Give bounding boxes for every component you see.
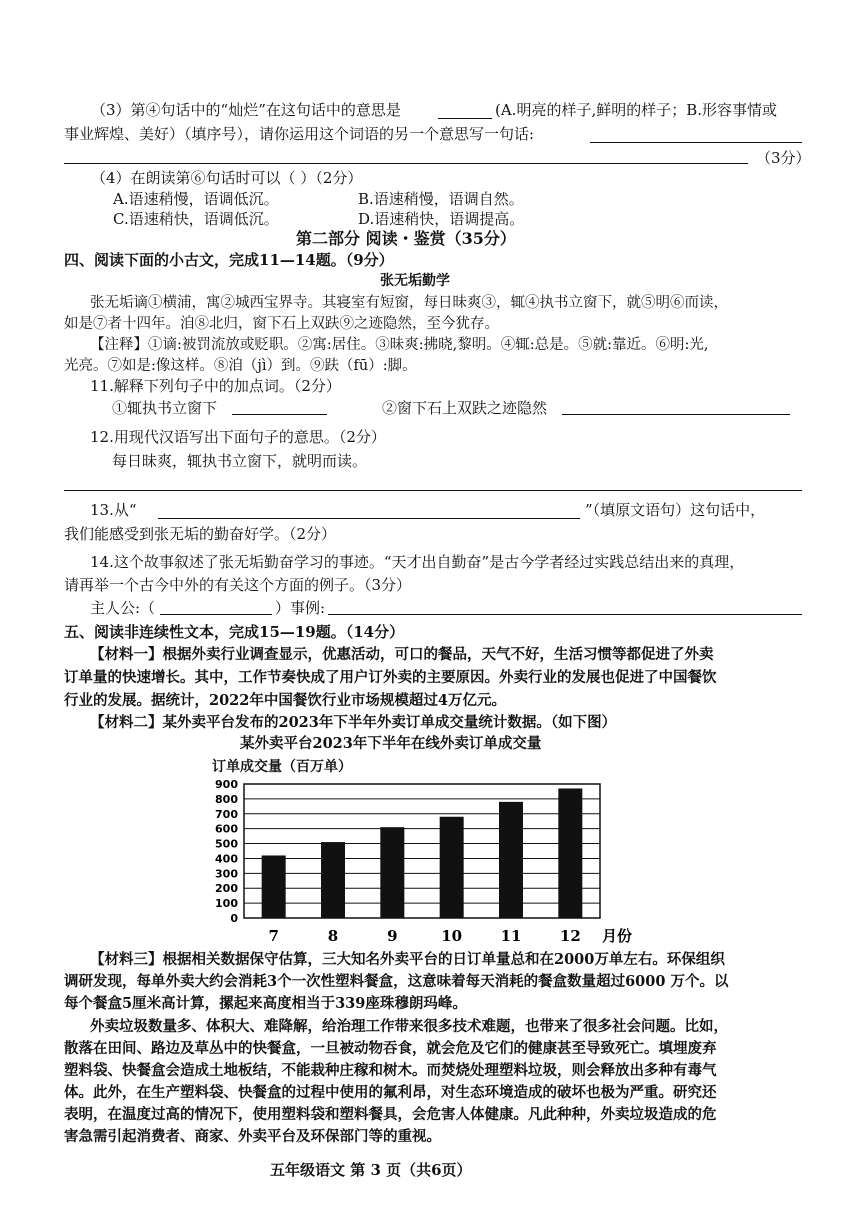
part2-title: 第二部分 阅读・鉴赏（35分） <box>296 229 516 248</box>
chart-xtick-label: 7 <box>268 927 279 945</box>
chart-bar-10 <box>440 817 464 918</box>
material3-line1: 【材料三】根据相关数据保守估算，三大知名外卖平台的日订单量总和在2000万单左右。环保组织 <box>90 951 725 968</box>
chart-ytick-label: 900 <box>215 778 238 791</box>
paragraph-line3: 塑料袋、快餐盒会造成土地板结，不能栽种庄稼和树木。而焚烧处理塑料垃圾，则会释放出多种有毒气 <box>64 1062 717 1079</box>
q11-item-b: ②窗下石上双趺之迹隐然 <box>382 399 548 417</box>
q4-option-d: D.语速稍快，语调提高。 <box>358 210 525 228</box>
q12-stem: 12.用现代汉语写出下面句子的意思。（2分） <box>90 428 386 446</box>
chart-ytick-label: 700 <box>215 807 238 821</box>
chart-bar-12 <box>558 788 582 918</box>
paragraph-line1: 外卖垃圾数量多、体积大、难降解，给治理工作带来很多技术难题，也带来了很多社会问题。比如， <box>90 1018 728 1035</box>
q14-protagonist-label: 主人公:（ <box>90 599 156 617</box>
chart-xtick-label: 10 <box>441 927 463 945</box>
chart-ylabel: 订单成交量（百万单） <box>212 759 352 775</box>
q11-item-a: ①辄执书立窗下 <box>112 399 218 417</box>
q3-sentence-blank-1[interactable] <box>590 142 802 143</box>
q3-line1: （3）第④句话中的“灿烂”在这句话中的意思是 <box>91 101 401 119</box>
q4-stem: （4）在朗读第⑥句话时可以（ ）（2分） <box>91 169 363 187</box>
q14-protagonist-blank[interactable] <box>160 614 272 615</box>
material1-line1: 【材料一】根据外卖行业调查显示，优惠活动，可口的餐品，天气不好，生活习惯等都促进了外卖 <box>90 646 714 663</box>
q13-line2: 我们能感受到张无垢的勤奋好学。（2分） <box>64 525 337 543</box>
chart-frame <box>244 784 600 918</box>
q13-answer-blank[interactable] <box>158 518 580 519</box>
chart-ytick-label: 200 <box>215 882 238 896</box>
q4-option-a: A.语速稍慢，语调低沉。 <box>113 190 279 208</box>
chart-ytick-label: 400 <box>215 852 238 866</box>
notes-line-1: 【注释】①谪:被罚流放或贬职。②寓:居住。③昧爽:拂晓,黎明。④辄:总是。⑤就:靠近。⑥明:光, <box>90 337 709 353</box>
section5-heading: 五、阅读非连续性文本，完成15—19题。（14分） <box>64 623 405 641</box>
chart-ytick-label: 300 <box>215 867 238 881</box>
chart-bar-7 <box>262 855 286 918</box>
paragraph-line6: 害急需引起消费者、商家、外卖平台及环保部门等的重视。 <box>64 1128 441 1145</box>
passage-title: 张无垢勤学 <box>380 273 450 289</box>
q3-line1-options: (A.明亮的样子,鲜明的样子；B.形容事情或 <box>495 101 778 119</box>
q3-answer-blank[interactable] <box>438 118 492 119</box>
chart-xtick-label: 11 <box>500 927 522 945</box>
q12-answer-blank[interactable] <box>64 490 802 491</box>
chart-ytick-label: 500 <box>215 837 238 851</box>
section4-heading: 四、阅读下面的小古文，完成11—14题。（9分） <box>64 251 394 269</box>
notes-line-2: 光亮。⑦如是:像这样。⑧洎（jì）到。⑨趺（fū）:脚。 <box>64 358 417 374</box>
chart-xlabel: 月份 <box>602 927 633 945</box>
chart-bar-9 <box>380 827 404 918</box>
chart-ytick-label: 600 <box>215 822 238 836</box>
q12-sentence: 每日昧爽，辄执书立窗下，就明而读。 <box>112 452 368 470</box>
q4-option-b: B.语速稍慢，语调自然。 <box>358 190 524 208</box>
paragraph-line5: 表明，在温度过高的情况下，使用塑料袋和塑料餐具，会危害人体健康。凡此种种，外卖垃圾造成的危 <box>64 1106 717 1123</box>
page-footer: 五年级语文 第 3 页（共6页） <box>270 1161 472 1179</box>
chart-bar-11 <box>499 802 523 918</box>
material3-line3: 每个餐盒5厘米高计算，摞起来高度相当于339座珠穆朗玛峰。 <box>64 995 467 1012</box>
q3-score: （3分） <box>756 149 811 167</box>
material1-line3: 行业的发展。据统计，2022年中国餐饮行业市场规模超过4万亿元。 <box>64 692 506 709</box>
chart-xtick-label: 8 <box>327 927 339 945</box>
chart-ytick-label: 800 <box>215 792 238 806</box>
bar-chart <box>208 762 648 952</box>
q11-b-blank[interactable] <box>562 414 790 415</box>
paragraph-line2: 散落在田间、路边及草丛中的快餐盒，一旦被动物吞食，就会危及它们的健康甚至导致死亡。填埋废弃 <box>64 1040 717 1057</box>
material2-line: 【材料二】某外卖平台发布的2023年下半年外卖订单成交量统计数据。（如下图） <box>90 714 617 731</box>
q13-suffix: ”（填原文语句）这句话中， <box>585 501 766 519</box>
chart-ytick-label: 0 <box>230 912 238 925</box>
q11-a-blank[interactable] <box>232 414 327 415</box>
chart-xtick-label: 9 <box>387 927 398 945</box>
q4-option-c: C.语速稍快，语调低沉。 <box>113 210 279 228</box>
chart-bar-8 <box>321 842 345 918</box>
q11-stem: 11.解释下列句子中的加点词。（2分） <box>90 377 341 395</box>
q13-prefix: 13.从“ <box>90 501 137 519</box>
q3-sentence-blank-2[interactable] <box>64 163 748 164</box>
chart-title: 某外卖平台2023年下半年在线外卖订单成交量 <box>240 735 542 752</box>
passage-text-2: 如是⑦者十四年。洎⑧北归，窗下石上双趺⑨之迹隐然，至今犹存。 <box>64 316 499 332</box>
chart-ytick-label: 100 <box>215 897 238 911</box>
q14-example-label: ）事例: <box>275 599 326 617</box>
chart-xtick-label: 12 <box>559 927 581 945</box>
paragraph-line4: 体。此外，在生产塑料袋、快餐盒的过程中使用的氟利昂，对生态环境造成的破坏也极为严重。研究还 <box>64 1084 717 1101</box>
material1-line2: 订单量的快速增长。其中，工作节奏快成了用户订外卖的主要原因。外卖行业的发展也促进了中国餐饮 <box>64 669 717 686</box>
q14-line2: 请再举一个古今中外的有关这个方面的例子。（3分） <box>64 576 412 594</box>
material3-line2: 调研发现，每单外卖大约会消耗3个一次性塑料餐盒，这意味着每天消耗的餐盒数量超过6000 万个。以 <box>64 973 729 990</box>
passage-text-1: 张无垢谪①横浦，寓②城西宝界寺。其寝室有短窗，每日昧爽③，辄④执书立窗下，就⑤明⑥而读， <box>90 295 728 311</box>
q14-example-blank[interactable] <box>328 614 802 615</box>
q14-line1: 14.这个故事叙述了张无垢勤奋学习的事迹。“天才出自勤奋”是古今学者经过实践总结出来的真理， <box>90 553 745 571</box>
q3-line2: 事业辉煌、美好）（填序号），请你运用这个词语的另一个意思写一句话: <box>64 125 535 143</box>
